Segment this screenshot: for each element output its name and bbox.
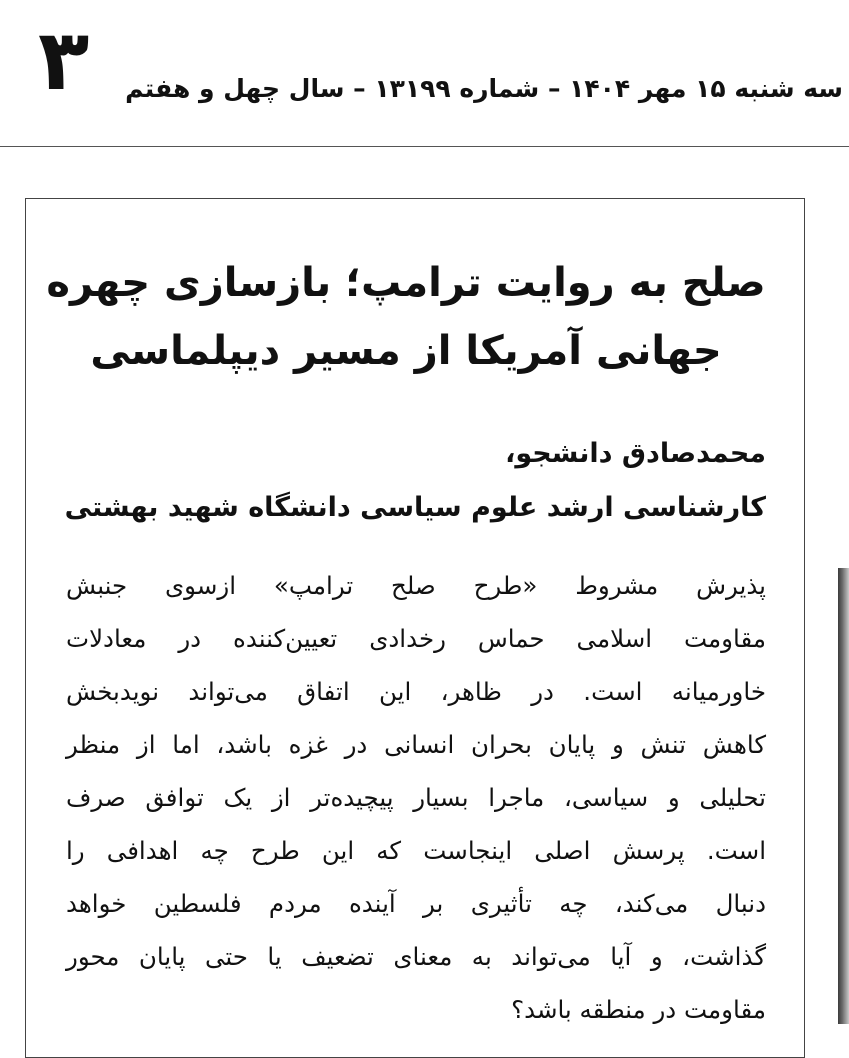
headline-line-2: جهانی آمریکا از مسیر دیپلماسی (90, 328, 722, 374)
page-number: ۳ (38, 11, 90, 109)
article-body (66, 559, 766, 1036)
body-line: مقاومت اسلامی حماس رخدادی تعیین‌کننده در معادلات (66, 624, 766, 653)
header-divider (0, 146, 849, 147)
headline-line-1: صلح به روایت ترامپ؛ بازسازی چهره (46, 260, 766, 306)
body-line: تحلیلی و سیاسی، ماجرا بسیار پیچیده‌تر از یک توافق صرف (66, 783, 766, 812)
body-line: است. پرسش اصلی اینجاست که این طرح چه اهدافی را (66, 836, 766, 865)
dateline: سه شنبه ۱۵ مهر ۱۴۰۴ – شماره ۱۳۱۹۹ – سال چهل و هفتم (125, 74, 843, 103)
author-byline (46, 427, 766, 535)
body-line: کاهش تنش و پایان بحران انسانی در غزه باشد، اما از منظر (66, 730, 766, 759)
body-line: گذاشت، و آیا می‌تواند به معنای تضعیف یا حتی پایان محور (66, 942, 766, 971)
body-line: مقاومت در منطقه باشد؟ (511, 995, 766, 1024)
body-line: پذیرش مشروط «طرح صلح ترامپ» ازسوی جنبش (66, 571, 766, 600)
body-line: خاورمیانه است. در ظاهر، این اتفاق می‌تواند نویدبخش (66, 677, 766, 706)
article-box (25, 198, 805, 1058)
body-line: دنبال می‌کند، چه تأثیری بر آینده مردم فلسطین خواهد (66, 889, 766, 918)
author-title: کارشناسی ارشد علوم سیاسی دانشگاه شهید بهشتی (64, 492, 766, 523)
adjacent-photo-edge (838, 568, 849, 1024)
author-name: محمدصادق دانشجو، (505, 438, 766, 469)
article-headline (46, 249, 766, 385)
